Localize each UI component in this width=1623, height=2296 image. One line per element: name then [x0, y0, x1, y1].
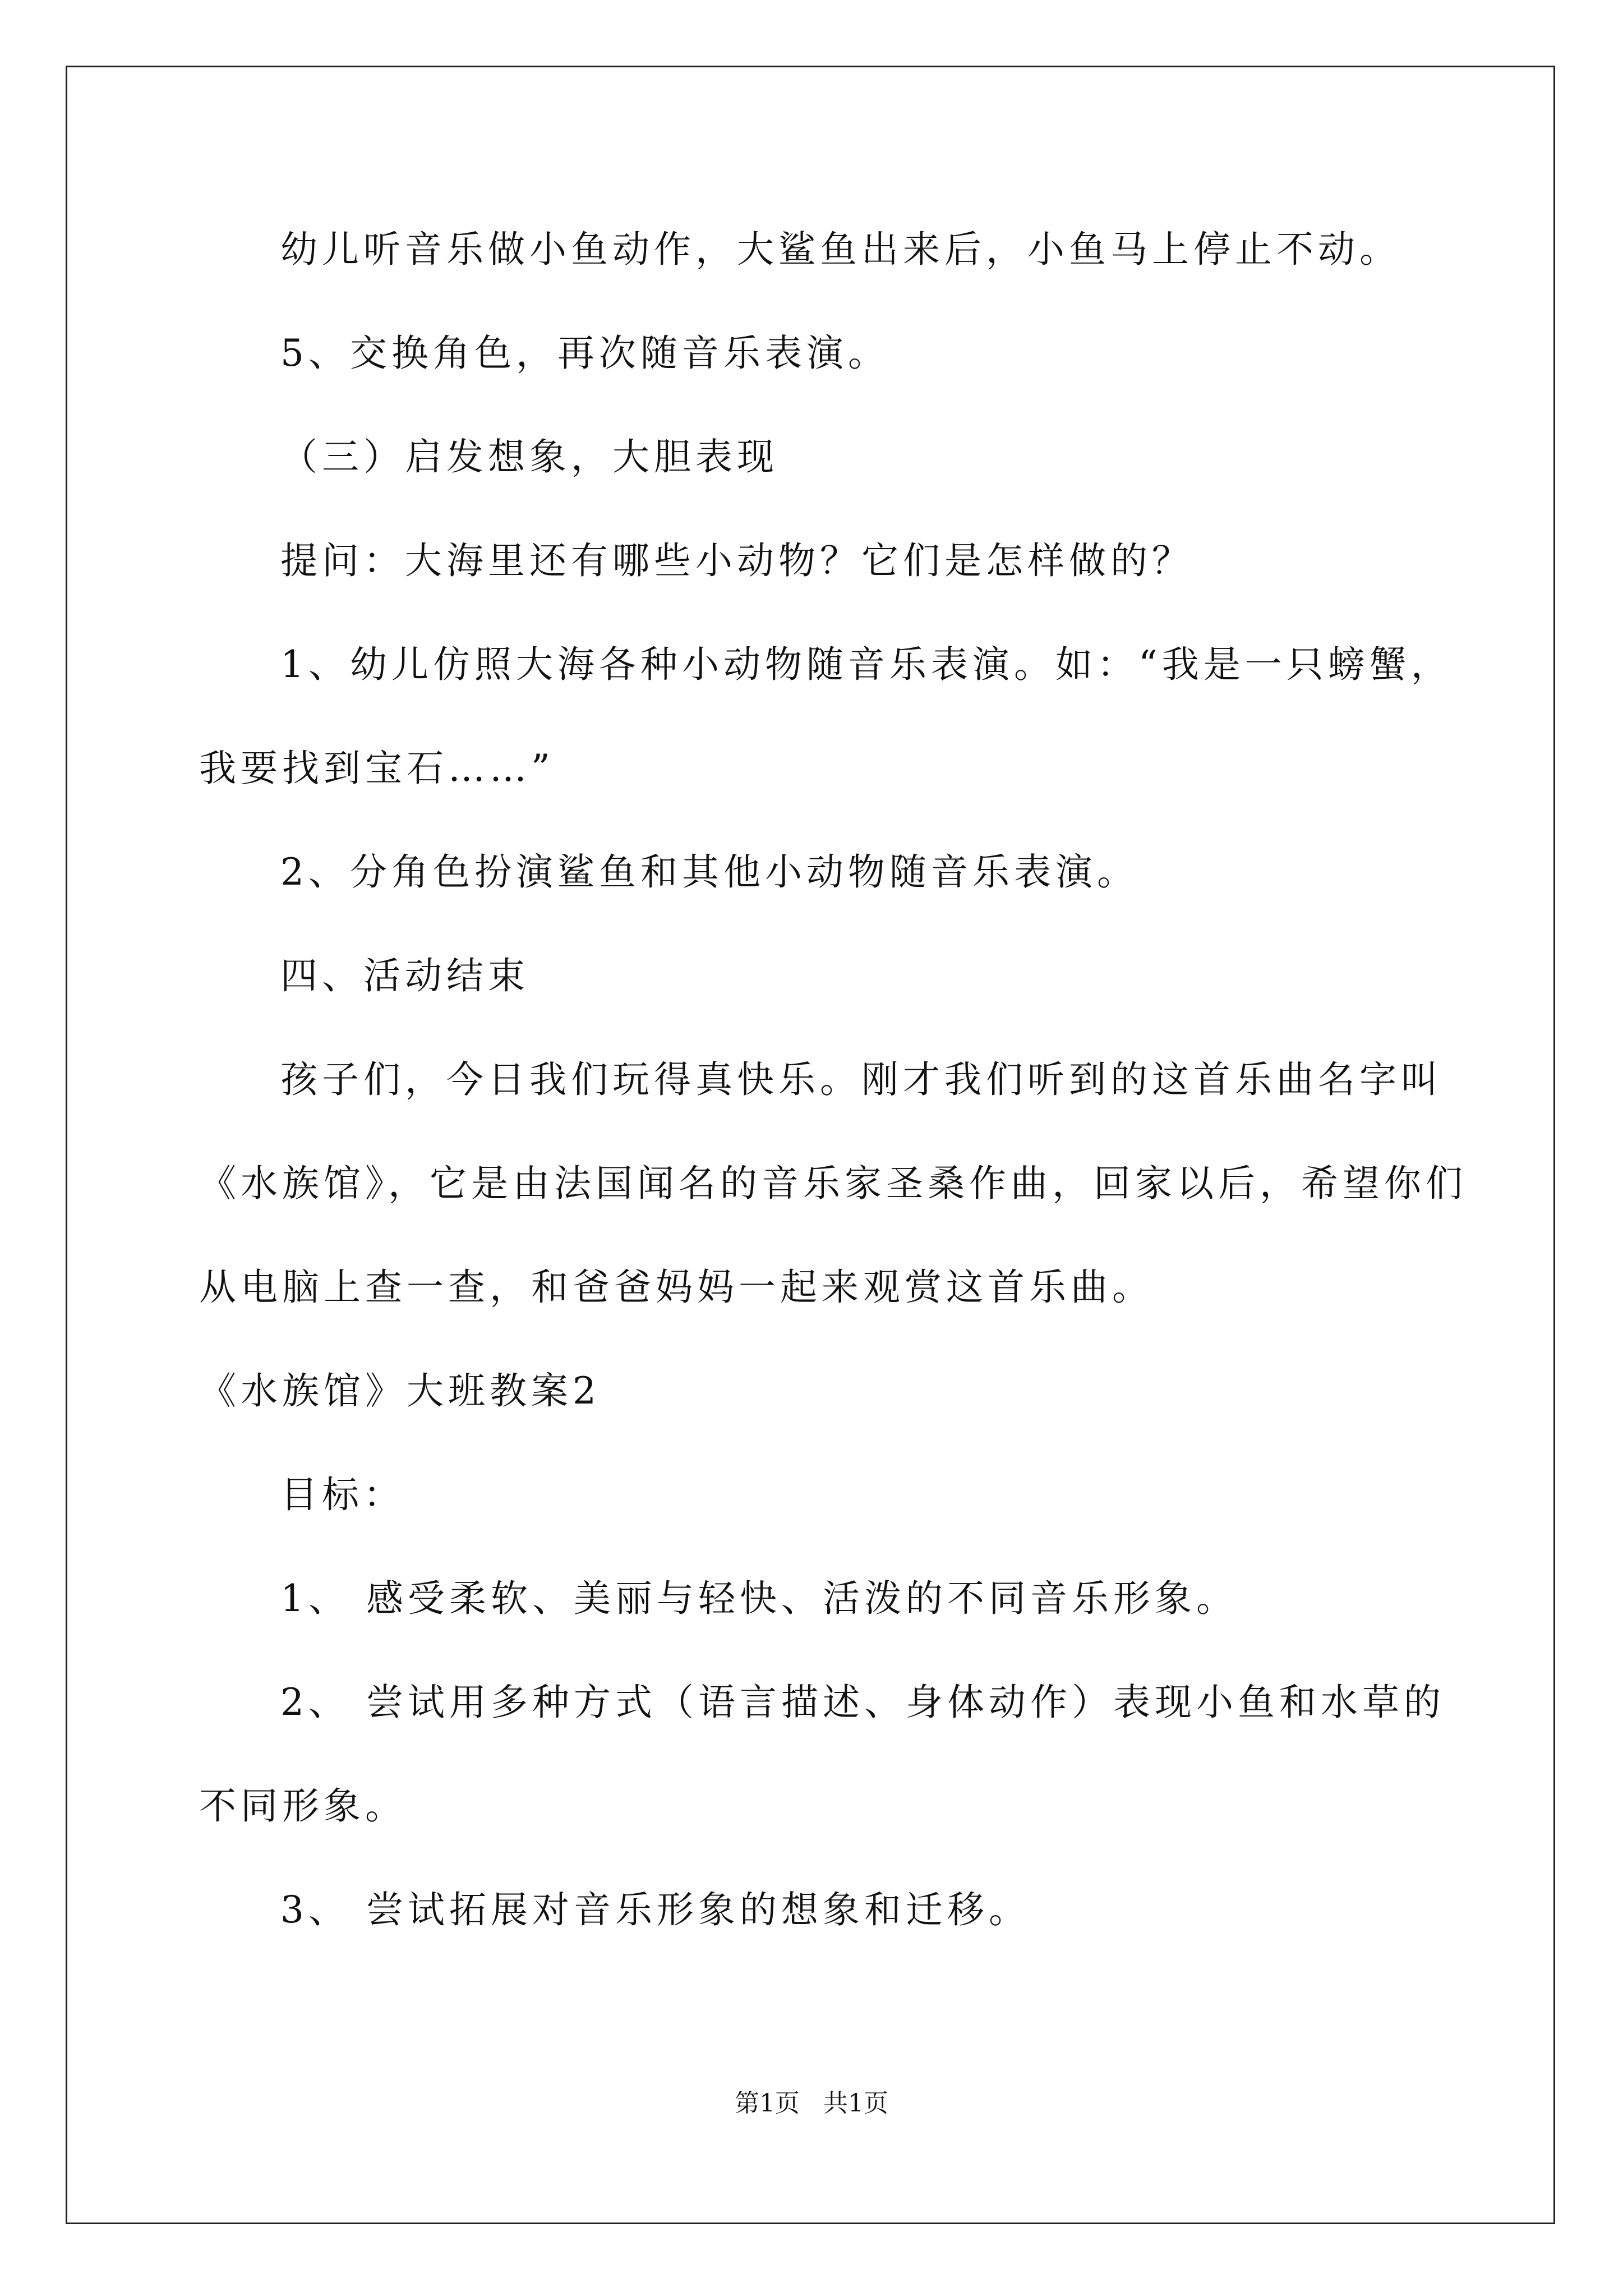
paragraph-line: 提问：大海里还有哪些小动物？它们是怎样做的？ [280, 539, 1193, 582]
paragraph-line: 孩子们，今日我们玩得真快乐。刚才我们听到的这首乐曲名字叫 [280, 1058, 1442, 1101]
list-item: 2、 尝试用多种方式（语言描述、身体动作）表现小鱼和水草的 [280, 1681, 1445, 1724]
section-heading: 目标： [280, 1473, 405, 1516]
paragraph-line: 幼儿听音乐做小鱼动作，大鲨鱼出来后，小鱼马上停止不动。 [280, 228, 1401, 271]
section-heading: （三）启发想象，大胆表现 [280, 435, 778, 478]
list-item: 3、 尝试拓展对音乐形象的想象和迁移。 [280, 1888, 1030, 1931]
page-number: 第1页 [735, 2089, 800, 2118]
paragraph-line: 从电脑上查一查，和爸爸妈妈一起来观赏这首乐曲。 [199, 1266, 1154, 1309]
paragraph-line: 2、分角色扮演鲨鱼和其他小动物随音乐表演。 [280, 850, 1138, 894]
document-title: 《水族馆》大班教案2 [199, 1369, 601, 1412]
paragraph-line: 我要找到宝石……” [199, 747, 555, 790]
page-footer [0, 2088, 1623, 2119]
paragraph-line: 1、幼儿仿照大海各种小动物随音乐表演。如：“我是一只螃蟹， [280, 643, 1453, 686]
section-heading: 四、活动结束 [280, 954, 529, 997]
page-total: 共1页 [823, 2089, 888, 2118]
paragraph-line: 5、交换角色，再次随音乐表演。 [280, 332, 889, 375]
paragraph-line: 《水族馆》，它是由法国闻名的音乐家圣桑作曲，回家以后，希望你们 [199, 1162, 1467, 1205]
list-item: 1、 感受柔软、美丽与轻快、活泼的不同音乐形象。 [280, 1577, 1238, 1620]
list-item-continuation: 不同形象。 [199, 1784, 407, 1828]
